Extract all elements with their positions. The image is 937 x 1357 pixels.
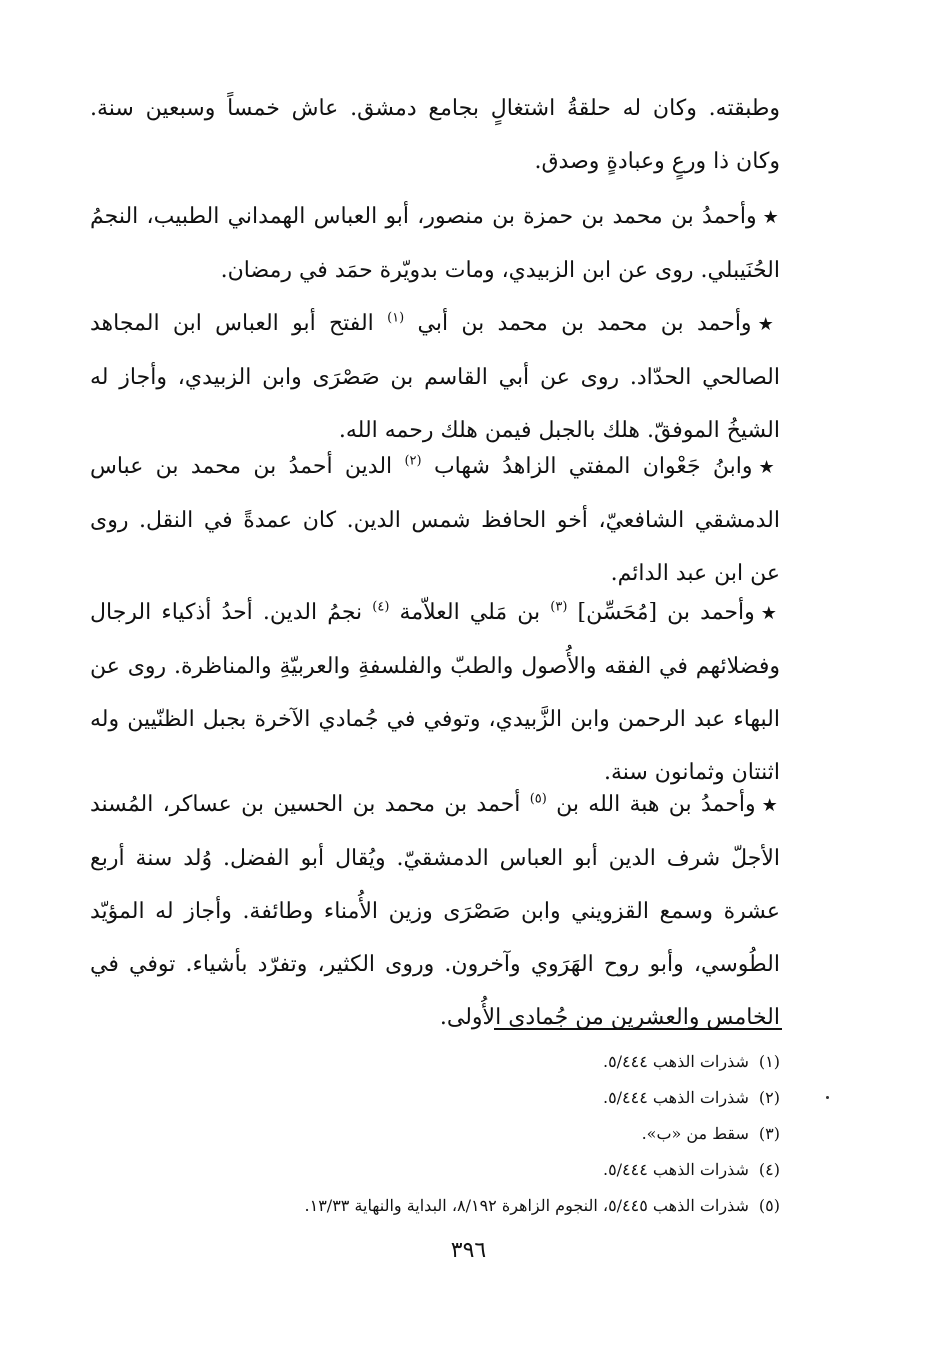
footnote-separator: [494, 1028, 782, 1030]
footnote-item: [90, 1152, 780, 1188]
paragraph-continuation: [90, 82, 780, 188]
footnote-reference-5[interactable]: (٥): [529, 791, 547, 807]
star-marker-icon: ★: [761, 795, 781, 816]
star-marker-icon: ★: [762, 207, 781, 228]
footnote-number: (١): [758, 1052, 780, 1071]
page-number: ٣٩٦: [450, 1238, 487, 1263]
footnote-text: شذرات الذهب ٥/٤٤٥، النجوم الزاهرة ٨/١٩٢، البداية والنهاية ١٣/٣٣.: [304, 1196, 749, 1215]
footnote-number: (٤): [758, 1160, 780, 1179]
footnote-text: شذرات الذهب ٥/٤٤٤.: [602, 1052, 749, 1071]
star-marker-icon: ★: [757, 314, 780, 335]
paragraph-entry-ahmad-ibn-hibat-allah: [90, 778, 780, 1044]
footnote-item: [90, 1116, 780, 1152]
footnote-number: (٢): [758, 1088, 780, 1107]
paragraph-text-end: نجمُ الدين. أحدُ أذكياء الرجال وفضلائهم في الفقه والأُصول والطبّ والفلسفةِ والعربيّةِ والمناظرة. روى عن البهاء عبد الرحمن وابن الزَّبيدي، وتوفي في جُمادي الآخرة بجبل الظنّيين وله اثنتان وثمانون سنة.: [90, 600, 780, 785]
paragraph-text: وطبقته. وكان له حلقةُ اشتغالٍ بجامع دمشق. عاش خمساً وسبعين سنة. وكان ذا ورعٍ وعبادةٍ وصدق.: [90, 96, 780, 174]
star-marker-icon: ★: [758, 457, 780, 478]
footnote-item: [90, 1044, 780, 1080]
footnote-reference-3[interactable]: (٣): [550, 599, 568, 615]
paragraph-text-start: وأحمد بن محمد بن محمد بن أبي: [417, 311, 752, 336]
paragraph-text-end: الفتح أبو العباس ابن المجاهد الصالحي الحدّاد. روى عن أبي القاسم بن صَصْرَى وابن الزبيدي، وأجاز له الشيخُ الموفقّ. هلك بالجبل فيمن هلك رحمه الله.: [90, 311, 780, 443]
footnote-item: [90, 1080, 780, 1116]
footnote-number: (٥): [758, 1196, 780, 1215]
footnote-reference-2[interactable]: (٢): [404, 453, 422, 469]
footnote-item: [90, 1188, 780, 1224]
paragraph-text-start: وابنُ جَعْوان المفتي الزاهدُ شهاب: [433, 454, 753, 479]
footnotes-list: [90, 1044, 780, 1224]
paragraph-text-start: وأحمدُ بن هبة الله بن: [556, 792, 756, 817]
paragraph-text: وأحمدُ بن محمد بن حمزة بن منصور، أبو العباس الهمداني الطبيب، النجمُ الحُنَيبلي. روى عن ابن الزبيدي، ومات بدويّرة حمَد في رمضان.: [90, 204, 780, 283]
paragraph-text-end: أحمد بن محمد بن الحسين بن عساكر، المُسند الأجلّ شرف الدين أبو العباس الدمشقيّ. ويُقال أبو الفضل. وُلد سنة أربع عشرة وسمع القزويني وابن صَصْرَى وزين الأُمناء وطائفة. وأجاز له المؤيّد الطُوسي، وأبو روح الهَرَوي وآخرون. وروى الكثير، وتفرّد بأشياء. توفي في الخامس والعشرين من جُمادى الأُولى.: [90, 792, 780, 1030]
paragraph-text-end: الدين أحمدُ بن محمد بن عباس الدمشقي الشافعيّ، أخو الحافظ شمس الدين. كان عمدةً في النقل. روى عن ابن عبد الدائم.: [90, 454, 780, 586]
paragraph-text-middle: بن مَلي العلاّمة: [399, 600, 541, 625]
footnote-number: (٣): [758, 1124, 780, 1143]
paragraph-text-start: وأحمد بن [مُحَسِّن]: [577, 600, 755, 625]
paragraph-entry-ahmad-ibn-muhassin: [90, 586, 780, 799]
stray-dot: [826, 1096, 829, 1099]
star-marker-icon: ★: [760, 603, 780, 624]
footnote-text: سقط من «ب».: [641, 1124, 749, 1143]
footnote-reference-4[interactable]: (٤): [372, 599, 390, 615]
footnote-reference-1[interactable]: (١): [387, 310, 405, 326]
paragraph-entry-ahmad-ibn-muhammad-ibn-hamza: [90, 190, 780, 297]
footnote-text: شذرات الذهب ٥/٤٤٤.: [602, 1088, 749, 1107]
paragraph-entry-ibn-jawan: [90, 440, 780, 600]
footnote-text: شذرات الذهب ٥/٤٤٤.: [602, 1160, 749, 1179]
paragraph-entry-ahmad-al-haddad: [90, 297, 780, 457]
